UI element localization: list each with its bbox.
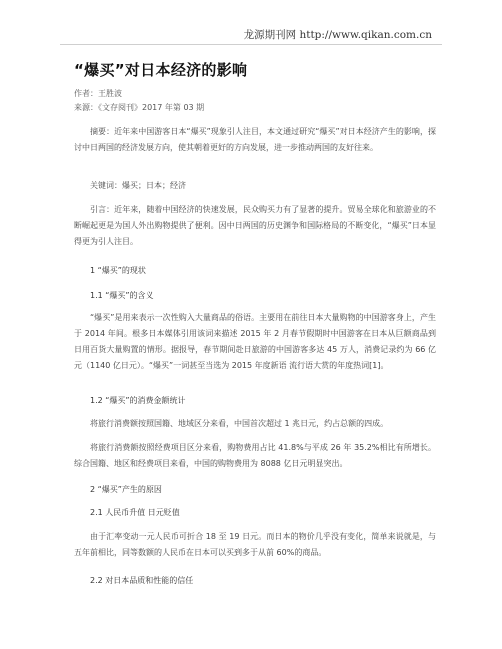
- source-line: 来源：《文存阅刊》2017 年第 03 期: [74, 103, 205, 112]
- paragraph-2-1: 由于汇率变动一元人民币可折合 18 至 19 日元。而日本的物价几乎没有变化，简单来说就是，与五年前相比，同等数额的人民币在日本可以买到多于从前 60%的商品。: [74, 532, 436, 557]
- author-line: 作者：王胜波: [74, 89, 122, 98]
- paragraph-1-1: “爆买”是用来表示一次性购入大量商品的俗语。主要用在前往日本大量购物的中国游客身上，产生于 2014 年间。根多日本媒体引用该词来描述 2015 年 2 月春节假期时中国游客在日本从巨额商品到日用百货大量购置的情形。据报导，春节期间赴日旅游的中国游客多达 45 万人，消费记录约为 66 亿元（1140 亿日元）。“爆买”一词甚至当选为 2015 年度新语 流行语大赏的年度热词[1]。: [74, 313, 436, 370]
- paragraph-1-2b: 将旅行消费额按照经费项目区分来看，购物费用占比 41.8%与平成 26 年 35.2%相比有所增长。综合国籍、地区和经费项目来看，中国的购物费用为 8088 亿日元明显突出。: [74, 443, 436, 468]
- abstract-paragraph: 摘要：近年来中国游客日本“爆买”现象引人注目，本文通过研究“爆买”对日本经济产生的影响，探讨中日两国的经济发展方向，使其朝着更好的方向发展，进一步推动两国的友好往来。: [74, 127, 436, 152]
- keywords-paragraph: 关键词：爆买；日本；经济: [90, 181, 186, 190]
- paragraph-1-2a: 将旅行消费额按照国籍、地域区分来看，中国首次超过 1 兆日元，约占总额的四成。: [90, 419, 389, 428]
- site-header: 龙源期刊网 http://www.qikan.com.cn: [243, 29, 432, 41]
- section-heading-2: 2 “爆买”产生的原因: [90, 485, 162, 494]
- section-heading-1-1: 1.1 “爆买”的含义: [90, 291, 154, 300]
- section-heading-2-1: 2.1 人民币升值 日元贬值: [90, 508, 180, 517]
- intro-paragraph: 引言：近年来，随着中国经济的快速发展，民众购买力有了显著的提升。贸易全球化和旅游业的不断崛起更是为国人外出购物提供了便利。因中日两国的历史渊争和国际格局的不断变化，“爆买”日本显得更为引人注目。: [74, 205, 436, 246]
- article-title: “爆买”对日本经济的影响: [74, 61, 248, 79]
- section-heading-1: 1 “爆买”的现状: [90, 266, 146, 275]
- section-heading-2-2: 2.2 对日本品质和性能的信任: [90, 576, 194, 585]
- header-divider: [60, 44, 442, 45]
- section-heading-1-2: 1.2 “爆买”的消费金额统计: [90, 396, 186, 405]
